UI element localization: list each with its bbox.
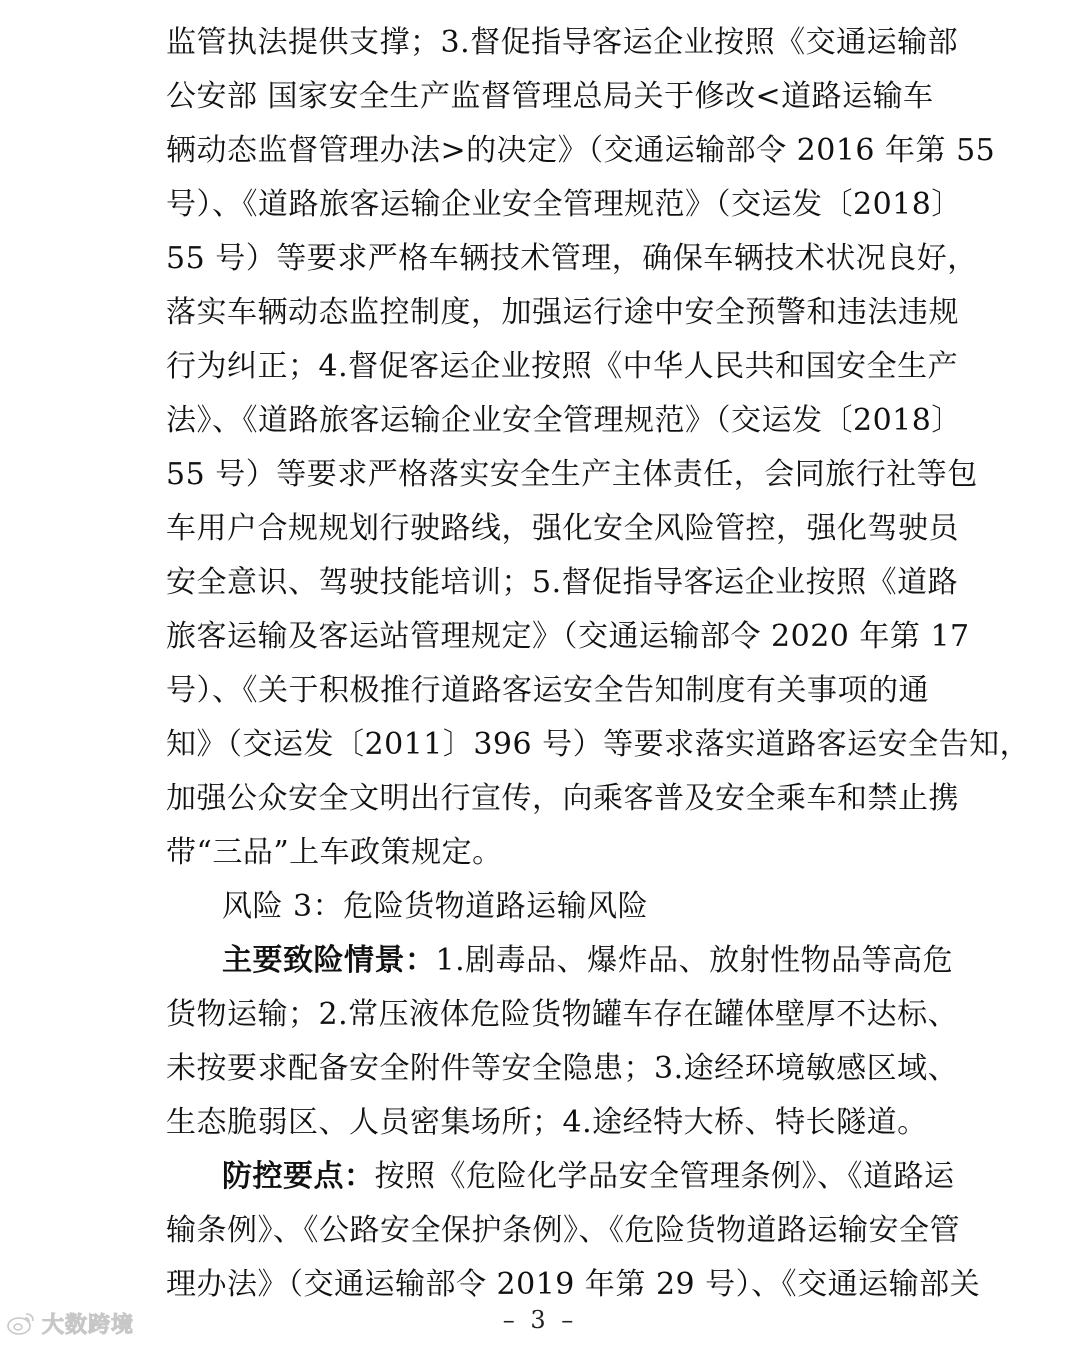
control-first-line [222, 1156, 955, 1198]
page-number: – 3 – [502, 1306, 578, 1334]
scenario-first-line [222, 940, 954, 982]
watermark-text: 大数跨境 [42, 1312, 135, 1338]
text-line: 货物运输；2.常压液体危险货物罐车存在罐体壁厚不达标、 [166, 997, 959, 1032]
text-line: 输条例》、《公路安全保护条例》、《危险货物道路运输安全管 [166, 1213, 960, 1248]
section-heading: 风险 3：危险货物道路运输风险 [222, 889, 649, 924]
text-line: 知》（交运发〔2011〕396 号）等要求落实道路客运安全告知， [166, 727, 1031, 762]
scenario-label: 主要致险情景： [222, 943, 436, 978]
text-line: 55 号）等要求严格落实安全生产主体责任，会同旅行社等包 [166, 457, 978, 492]
text-line: 加强公众安全文明出行宣传，向乘客普及安全乘车和禁止携 [166, 781, 959, 816]
text-line: 监管执法提供支撑；3.督促指导客运企业按照《交通运输部 [166, 25, 959, 60]
text-line: 未按要求配备安全附件等安全隐患；3.途经环境敏感区域、 [166, 1051, 959, 1086]
text-line: 法》、《道路旅客运输企业安全管理规范》（交运发〔2018〕 [166, 403, 962, 438]
text-line: 号）、《道路旅客运输企业安全管理规范》（交运发〔2018〕 [166, 187, 962, 222]
text-line: 安全意识、驾驶技能培训；5.督促指导客运企业按照《道路 [166, 565, 959, 600]
text-line: 理办法》（交通运输部令 2019 年第 29 号）、《交通运输部关 [166, 1267, 981, 1302]
text-line: 公安部 国家安全生产监督管理总局关于修改<道路运输车 [166, 79, 934, 114]
text-line: 落实车辆动态监控制度，加强运行途中安全预警和违法违规 [166, 295, 959, 330]
text-line: 旅客运输及客运站管理规定》（交通运输部令 2020 年第 17 [166, 619, 970, 654]
text-line: 号）、《关于积极推行道路客运安全告知制度有关事项的通 [166, 673, 929, 708]
control-label: 防控要点： [222, 1159, 375, 1194]
control-text: 按照《危险化学品安全管理条例》、《道路运 [374, 1159, 955, 1194]
scenario-text: 1.剧毒品、爆炸品、放射性物品等高危 [435, 943, 954, 978]
text-line: 55 号）等要求严格车辆技术管理，确保车辆技术状况良好， [166, 241, 978, 276]
text-line: 辆动态监督管理办法>的决定》（交通运输部令 2016 年第 55 [166, 133, 996, 168]
text-line: 车用户合规规划行驶路线，强化安全风险管控，强化驾驶员 [166, 511, 959, 546]
text-line: 生态脆弱区、人员密集场所；4.途经特大桥、特长隧道。 [166, 1105, 928, 1140]
text-line: 带“三品”上车政策规定。 [166, 835, 503, 870]
text-line: 行为纠正；4.督促客运企业按照《中华人民共和国安全生产 [166, 349, 959, 384]
